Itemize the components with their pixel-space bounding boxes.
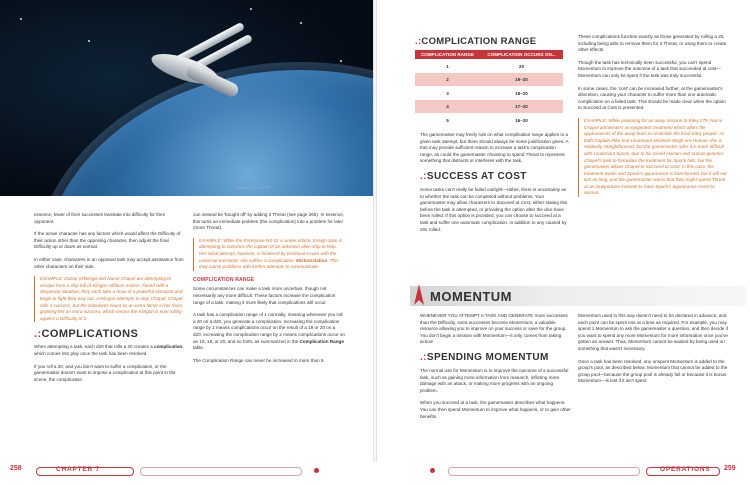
right-column-3 xyxy=(420,313,572,426)
paragraph: The gamemaster may freely rule on what complication range applies to a given task attempt, but there should always be some justification given. A trait may provide sufficient reason to increase a task's complication range, as could the gamemaster choosing to spend Threat to represent something that distracts or interferes with the task. xyxy=(420,132,569,164)
paragraph: Though the task has technically been successful, you can't spend Momentum to improve the outcome of a task that succeeded at cost—Momentum can only be spent if the task was truly successful. xyxy=(578,59,721,78)
right-column-2 xyxy=(578,34,730,203)
example-callout: EXAMPLE: While the Enterprise NX-01 is under attack, Ensign Sato is attempting to convince the captain of an unknown alien ship to help. Her initial attempt, however, is hindered by technical issues with the universal translator; she suffers a complication, Mistranslation. This may cause problems with further attempts to communicate. xyxy=(193,238,345,271)
paragraph: In some cases, the 'cost' can be increased further, at the gamemaster's discretion, causing your character to suffer more than one automatic complication on a failed task. This should be made clear when the option to Succeed at Cost is presented. xyxy=(578,85,726,111)
page-number-right: 259 xyxy=(724,465,736,472)
table-row: 1 20 xyxy=(446,63,525,69)
example-callout: EXAMPLE: Doctor M'Benga and Nurse Chapel are attempting to escape from a ship full of Klingon slithium miners. Faced with a desperate situation, they each take a draw of a powerful stimulant and begin to fight their way out. A Klingon attempts to stop Chapel; Chapel rolls 1 success, but the stimulants count as an extra factor in her favor, granting her an extra success, which means the Klingon is now rolling against a Difficulty of 2. xyxy=(34,276,186,322)
paragraph: If you roll a 20, and you don't want to suffer a complication, or the gamemaster doesn't want to impose a complication at this point in the scene, the complication xyxy=(34,363,176,382)
paragraph: When attempting a task, each d20 that rolls a 20 creates a complication, which comes into play once the task has been resolved. xyxy=(34,344,184,356)
paragraph: WHENEVER YOU ATTEMPT A TASK AND GENERATE more successes than the Difficulty, extra successes become Momentum, a valuable resource allowing you to improve on your success or save for the group. You don't begin a mission with Momentum—it only comes from taking action! xyxy=(420,313,568,345)
paragraph: The normal use for Momentum is to improve the outcome of a successful task, such as gaining more information from research, inflicting more damage with an attack, or making more progress with an ongoing problem. xyxy=(420,367,569,393)
page-number-left: 258 xyxy=(10,465,22,472)
footer-dot xyxy=(314,468,319,473)
table-title: .:COMPLICATION RANGE xyxy=(415,36,537,47)
table-header: COMPLICATION RANGE xyxy=(415,50,480,59)
table-row: 2 19–20 xyxy=(415,73,563,87)
paragraph: The Complication Range can never be increased to more than 5. xyxy=(193,357,325,363)
book-gutter xyxy=(373,0,377,462)
paragraph: Some circumstances can make a task more uncertain, though not necessarily any more difficult. These factors increase the complication range of a task, making it more likely that complications will occur. xyxy=(193,286,336,305)
section-heading-success-at-cost: .:SUCCESS AT COST xyxy=(420,170,527,182)
table-row: 5 16–20 xyxy=(446,117,528,123)
table-row: 4 17–20 xyxy=(415,100,563,114)
paragraph: Momentum used in this way doesn't need to be declared in advance, and each point can be spent one at a time as required. For example, you may spend 1 Momentum to ask the gamemaster a question, and then decide if you want to spend any more Momentum for more information once you've gotten an answer. Thus, Momentum cannot be wasted by being used on something that wasn't necessary. xyxy=(578,313,728,351)
footer-rule-mid-left xyxy=(140,467,302,476)
paragraph: essence, fewer of their successes translate into difficulty for their opponent. xyxy=(34,212,166,224)
paragraph: can instead be 'bought off' by adding 2 Threat (see page 265). In essence, this turns an immediate problem (the complication) into a problem for later (more Threat). xyxy=(193,212,344,231)
section-heading-complications: .:COMPLICATIONS xyxy=(34,328,139,341)
starship-orbit-illustration xyxy=(0,0,373,196)
paragraph: Once a task has been resolved, any unspent Momentum is added to the group's pool, as described below. Momentum that cannot be added to the group pool—because the group pool is already full or because it is bonus Momentum—is lost if it isn't spent. xyxy=(578,358,728,384)
paragraph: Some tasks can't really be failed outright—rather, there is uncertainty as to whether the task can be completed without problems. Your gamemaster may allow characters to Succeed at Cost, either stating this before the task is attempted, or providing the option after the dice have been rolled. If this option is provided, you can choose to succeed at a task and suffer one automatic complication, in addition to any caused by 20s rolled. xyxy=(420,186,568,232)
complication-range-table-block xyxy=(415,36,563,127)
subheading-complication-range: COMPLICATION RANGE xyxy=(193,276,255,283)
paragraph: When you succeed at a task, the gamemaster describes what happens. You can then spend Momentum to improve what happens, or to gain other benefits. xyxy=(420,400,571,419)
footer-rule-mid-right xyxy=(448,467,640,476)
chapter-label: CHAPTER 7 xyxy=(56,466,101,473)
paragraph: These complications function exactly as those generated by rolling a 20, including being able to remove them for 2 Threat, or using them to create other effects. xyxy=(578,34,727,53)
section-label: OPERATIONS xyxy=(660,466,711,473)
left-column-2 xyxy=(193,212,345,370)
paragraph: In either case, characters in an opposed task may accept assistance from other characters on their side. xyxy=(34,256,184,269)
complication-range-table xyxy=(415,50,563,127)
footer-dot xyxy=(430,468,435,473)
table-header: COMPLICATION OCCURS ON... xyxy=(480,50,563,59)
left-column-1 xyxy=(34,212,186,389)
paragraph: If the active character has any factors which would affect the Difficulty of their action other than the opposing character, then adjust the final Difficulty up or down as normal. xyxy=(34,231,181,250)
table-row: 3 18–20 xyxy=(446,90,528,96)
artist-credit: TOBIAS RICHTER xyxy=(236,186,271,190)
page-footer xyxy=(0,462,750,485)
paragraph: A task has a complication range of 1 normally, meaning whenever you roll a 20 on a d20, you generate a complication. Increasing the complication range by 1 means complications occur on the result of a 19 or 20 on a d20. Increasing the complication range by 2 means complications occur on an 18, 19, or 20, and so forth, as summarized in the Complication Range table. xyxy=(193,312,345,351)
starfleet-delta-icon xyxy=(413,283,425,307)
momentum-title: MOMENTUM xyxy=(430,289,512,304)
section-heading-spending-momentum: .:SPENDING MOMENTUM xyxy=(420,351,549,363)
example-callout: EXAMPLE: While preparing for an away mission to Kiley 279, Nurse Chapel administers an epigenetic treatment which alters the appearances of the away team to resemble the local Kiley people. As both Captain Pike and Lieutenant Noonien-Singh are Human, this is relatively straightforward, but the gamemaster rules it is more difficult with Lieutenant Spock, due to his mixed Human and Vulcan genetics. Chapel's task to formulate the treatment for Spock fails, but the gamemaster allows Chapel to Succeed at Cost: in this case, the treatment works and Spock's appearance is transformed, but it will not last as long, and the gamemaster warns that they might spend Threat at an inopportune moment to have Spock's appearance revert to normal. xyxy=(578,118,730,197)
right-column-4 xyxy=(578,313,730,391)
right-column-1 xyxy=(420,132,570,239)
